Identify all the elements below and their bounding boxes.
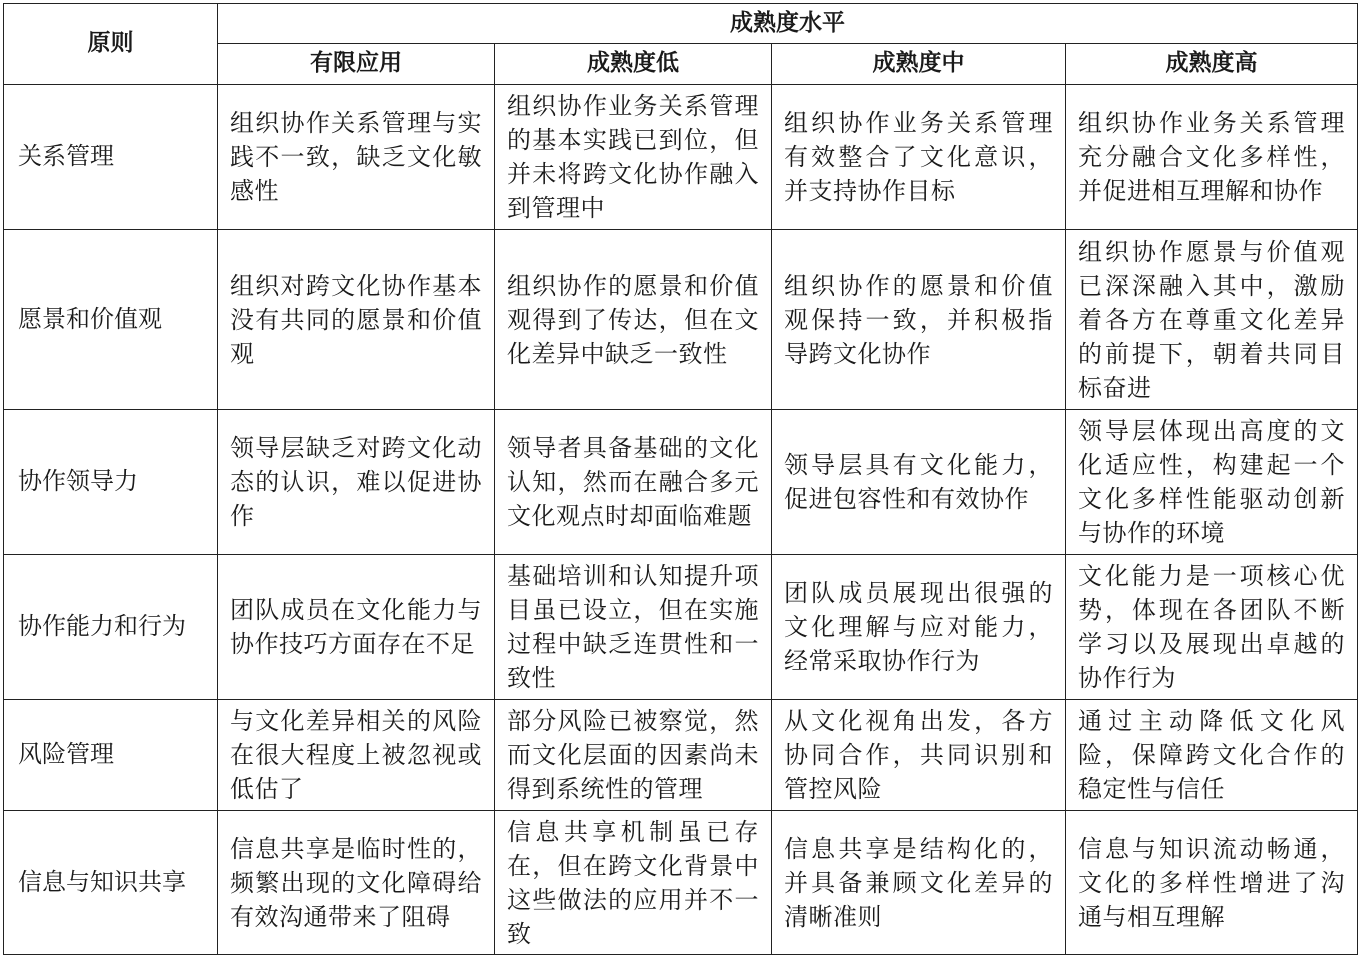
principle-cell: 关系管理	[4, 85, 218, 230]
principle-cell: 协作能力和行为	[4, 555, 218, 700]
table-cell: 部分风险已被察觉，然而文化层面的因素尚未得到系统性的管理	[495, 700, 772, 811]
table-cell: 组织对跨文化协作基本没有共同的愿景和价值观	[218, 230, 495, 410]
table-cell: 组织协作愿景与价值观已深深融入其中，激励着各方在尊重文化差异的前提下，朝着共同目标奋进	[1066, 230, 1358, 410]
table-row	[4, 85, 1358, 230]
table-cell: 信息共享是结构化的，并具备兼顾文化差异的清晰准则	[772, 811, 1066, 955]
table-cell: 组织协作的愿景和价值观得到了传达，但在文化差异中缺乏一致性	[495, 230, 772, 410]
table-cell: 组织协作关系管理与实践不一致，缺乏文化敏感性	[218, 85, 495, 230]
table-row	[4, 811, 1358, 955]
table-row	[4, 230, 1358, 410]
table-cell: 组织协作业务关系管理的基本实践已到位，但并未将跨文化协作融入到管理中	[495, 85, 772, 230]
maturity-table	[3, 3, 1358, 955]
header-level-limited: 有限应用	[218, 44, 495, 85]
table-cell: 信息共享机制虽已存在，但在跨文化背景中这些做法的应用并不一致	[495, 811, 772, 955]
table-row	[4, 555, 1358, 700]
table-cell: 组织协作业务关系管理充分融合文化多样性，并促进相互理解和协作	[1066, 85, 1358, 230]
table-cell: 信息共享是临时性的，频繁出现的文化障碍给有效沟通带来了阻碍	[218, 811, 495, 955]
table-cell: 信息与知识流动畅通，文化的多样性增进了沟通与相互理解	[1066, 811, 1358, 955]
table-cell: 团队成员展现出很强的文化理解与应对能力，经常采取协作行为	[772, 555, 1066, 700]
table-cell: 通过主动降低文化风险，保障跨文化合作的稳定性与信任	[1066, 700, 1358, 811]
table-cell: 组织协作业务关系管理有效整合了文化意识，并支持协作目标	[772, 85, 1066, 230]
table-cell: 与文化差异相关的风险在很大程度上被忽视或低估了	[218, 700, 495, 811]
principle-cell: 风险管理	[4, 700, 218, 811]
table-cell: 领导层体现出高度的文化适应性，构建起一个文化多样性能驱动创新与协作的环境	[1066, 410, 1358, 555]
principle-cell: 信息与知识共享	[4, 811, 218, 955]
header-maturity-level: 成熟度水平	[218, 4, 1358, 44]
table-cell: 文化能力是一项核心优势，体现在各团队不断学习以及展现出卓越的协作行为	[1066, 555, 1358, 700]
principle-cell: 愿景和价值观	[4, 230, 218, 410]
table-cell: 团队成员在文化能力与协作技巧方面存在不足	[218, 555, 495, 700]
table-cell: 领导者具备基础的文化认知，然而在融合多元文化观点时却面临难题	[495, 410, 772, 555]
table-cell: 领导层具有文化能力，促进包容性和有效协作	[772, 410, 1066, 555]
principle-cell: 协作领导力	[4, 410, 218, 555]
table-cell: 基础培训和认知提升项目虽已设立，但在实施过程中缺乏连贯性和一致性	[495, 555, 772, 700]
table-row	[4, 410, 1358, 555]
table-cell: 领导层缺乏对跨文化动态的认识，难以促进协作	[218, 410, 495, 555]
table-cell: 组织协作的愿景和价值观保持一致，并积极指导跨文化协作	[772, 230, 1066, 410]
header-level-high: 成熟度高	[1066, 44, 1358, 85]
header-level-low: 成熟度低	[495, 44, 772, 85]
table-row	[4, 700, 1358, 811]
header-principle: 原则	[4, 4, 218, 85]
table-cell: 从文化视角出发，各方协同合作，共同识别和管控风险	[772, 700, 1066, 811]
header-level-medium: 成熟度中	[772, 44, 1066, 85]
